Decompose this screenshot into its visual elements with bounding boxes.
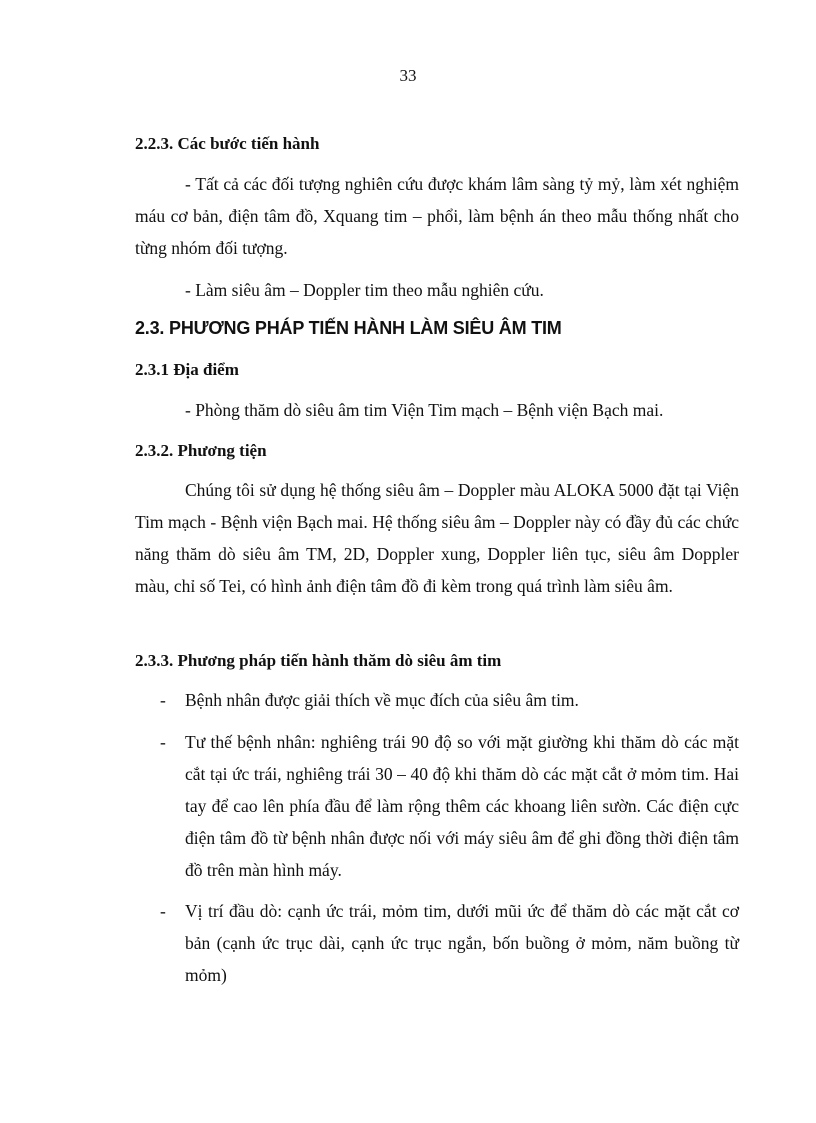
section-2-2-3-paragraph-1: - Tất cả các đối tượng nghiên cứu được khám lâm sàng tỷ mỷ, làm xét nghiệm máu cơ bản, điện tâm đồ, Xquang tim – phổi, làm bệnh án theo mẫu thống nhất cho từng nhóm đối tượng. [135,174,739,258]
section-2-3-heading: 2.3. PHƯƠNG PHÁP TIẾN HÀNH LÀM SIÊU ÂM TIM [135,318,562,338]
section-2-3-2-paragraph: Chúng tôi sử dụng hệ thống siêu âm – Doppler màu ALOKA 5000 đặt tại Viện Tim mạch - Bệnh viện Bạch mai. Hệ thống siêu âm – Doppler này có đầy đủ các chức năng thăm dò siêu âm TM, 2D, Doppler xung, Doppler liên tục, siêu âm Doppler màu, chỉ số Tei, có hình ảnh điện tâm đồ đi kèm trong quá trình làm siêu âm. [135,480,739,596]
list-item-text: Tư thế bệnh nhân: nghiêng trái 90 độ so với mặt giường khi thăm dò các mặt cắt tại ức trái, nghiêng trái 30 – 40 độ khi thăm dò các mặt cắt ở mỏm tim. Hai tay để cao lên phía đầu để làm rộng thêm các khoang liên sườn. Các điện cực điện tâm đồ từ bệnh nhân được nối với máy siêu âm để ghi đồng thời điện tâm đồ trên màn hình máy. [185,732,739,880]
list-item [135,726,739,886]
section-2-3-3-heading: 2.3.3. Phương pháp tiến hành thăm dò siêu âm tim [135,651,502,670]
list-item-text: Vị trí đầu dò: cạnh ức trái, mỏm tim, dưới mũi ức để thăm dò các mặt cắt cơ bản (cạnh ức trục dài, cạnh ức trục ngắn, bốn buồng ở mỏm, năm buồng từ mỏm) [185,901,739,985]
section-2-2-3-heading: 2.2.3. Các bước tiến hành [135,134,320,153]
list-item-text: Bệnh nhân được giải thích về mục đích của siêu âm tim. [185,690,579,710]
section-2-3-2-heading: 2.3.2. Phương tiện [135,441,267,460]
bullet-dash: - [160,901,166,921]
list-item [135,895,739,991]
bullet-dash: - [160,690,166,710]
section-2-3-1-heading: 2.3.1 Địa điểm [135,360,239,379]
section-2-3-1-paragraph: - Phòng thăm dò siêu âm tim Viện Tim mạch – Bệnh viện Bạch mai. [185,400,664,420]
list-item [135,684,739,716]
page-number: 33 [399,66,417,85]
section-2-2-3-paragraph-2: - Làm siêu âm – Doppler tim theo mẫu nghiên cứu. [185,280,544,300]
bullet-dash: - [160,732,166,752]
